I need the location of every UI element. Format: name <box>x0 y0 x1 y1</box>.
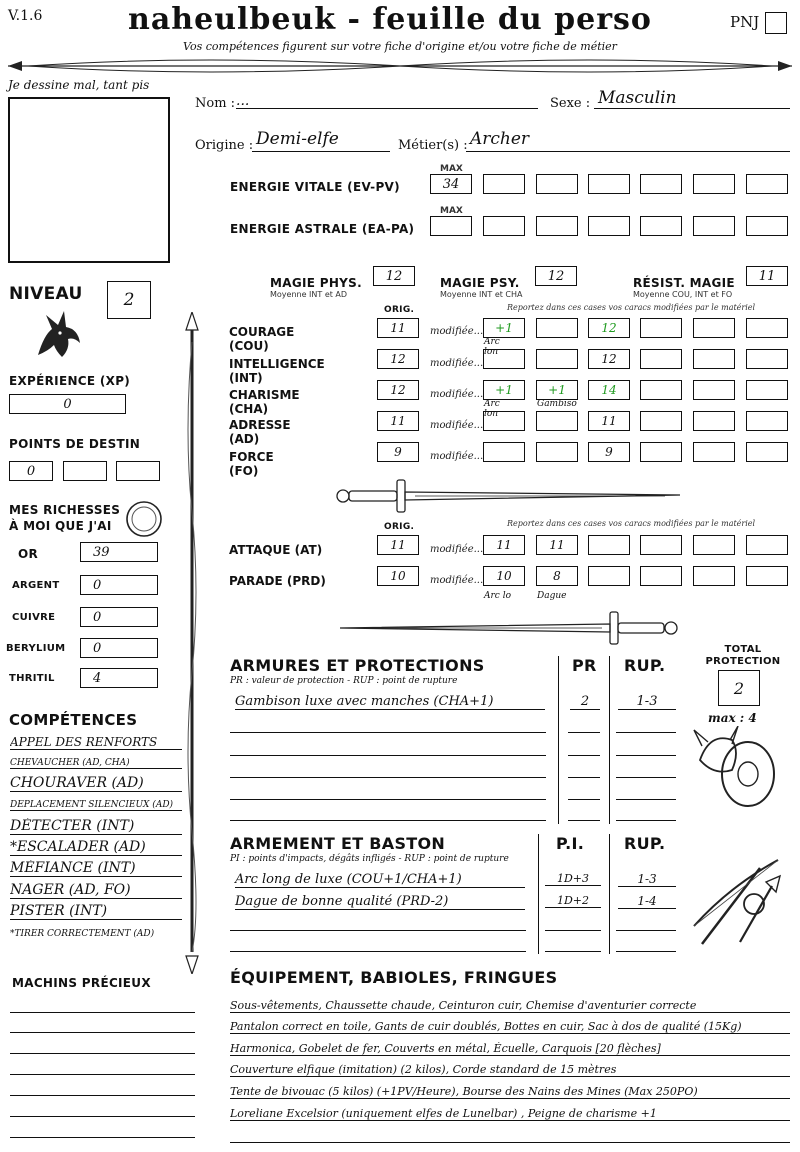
carac-modif-box[interactable] <box>483 380 525 400</box>
nom-label: Nom : <box>195 96 236 111</box>
coin-value: 0 <box>93 577 102 593</box>
carac-modif-source: Gambiso <box>537 399 577 409</box>
niveau-box[interactable] <box>107 281 151 319</box>
combat-modif-box[interactable] <box>746 535 788 555</box>
carac-modif-box[interactable] <box>483 349 525 369</box>
armures-title: ARMURES ET PROTECTIONS <box>230 656 485 675</box>
arme-line[interactable] <box>230 930 526 931</box>
carac-modif-label: modifiée... <box>430 358 484 369</box>
combat-modif-box[interactable] <box>536 566 578 586</box>
armure-line[interactable] <box>568 777 600 778</box>
carac-orig-value: 11 <box>390 321 406 335</box>
coin-value: 39 <box>93 544 110 560</box>
combat-orig-value: 10 <box>390 569 406 583</box>
carac-orig-value: 11 <box>390 414 406 428</box>
magie-phys-value: 12 <box>385 268 403 284</box>
carac-modif-value: +1 <box>495 383 513 397</box>
pr-header: PR <box>572 656 597 675</box>
machins-line[interactable] <box>10 1032 195 1033</box>
carac-modif-box[interactable] <box>588 411 630 431</box>
armure-line[interactable] <box>230 820 546 821</box>
combat-modif-value: 11 <box>549 538 565 552</box>
richesses-label-2: À MOI QUE J'AI <box>9 519 112 533</box>
armure-line[interactable] <box>616 732 676 733</box>
ev-box[interactable] <box>430 174 472 194</box>
arme-line[interactable] <box>545 930 601 931</box>
arme-line[interactable] <box>616 951 676 952</box>
ea-extra-box[interactable] <box>536 216 578 236</box>
armure-line[interactable] <box>230 799 546 800</box>
ea-extra-box[interactable] <box>640 216 682 236</box>
armure-rup[interactable]: 1-3 <box>618 694 676 710</box>
magie-psy-value: 12 <box>547 268 565 284</box>
competence-item[interactable]: DÉPLACEMENT SILENCIEUX (AD) <box>10 800 182 811</box>
sexe-field[interactable] <box>594 88 790 109</box>
carac-orig-box[interactable] <box>377 380 419 400</box>
competence-item[interactable]: *ESCALADER (AD) <box>10 839 182 856</box>
carac-orig-box[interactable] <box>377 411 419 431</box>
combat-orig-box[interactable] <box>377 535 419 555</box>
carac-modif-box[interactable] <box>483 411 525 431</box>
sword-illustration <box>340 608 680 648</box>
equipement-line[interactable]: Sous-vêtements, Chaussette chaude, Ceinturon cuir, Chemise d'aventurier correcte <box>230 999 790 1013</box>
helmet-shield-icon <box>692 726 782 812</box>
metier-value: Archer <box>470 129 530 149</box>
armure-line[interactable] <box>568 755 600 756</box>
max-protection-label: max : 4 <box>708 711 757 725</box>
equipement-line[interactable]: Tente de bivouac (5 kilos) (+1PV/Heure), Bourse des Nains des Mines (Max 250PO) <box>230 1085 790 1099</box>
coin-label: ARGENT <box>12 580 60 591</box>
competence-item[interactable]: CHEVAUCHER (AD, CHA) <box>10 758 182 769</box>
armure-line[interactable] <box>230 755 546 756</box>
coin-value: 0 <box>93 609 102 625</box>
carac-modif-source: Arc lon <box>484 399 500 419</box>
machins-line[interactable] <box>10 1095 195 1096</box>
carac-modif-box[interactable] <box>483 442 525 462</box>
combat-modif-value: 8 <box>553 569 561 583</box>
combat-orig-value: 11 <box>390 538 406 552</box>
rup-header: RUP. <box>624 834 666 853</box>
coin-box[interactable] <box>80 607 158 627</box>
carac-modif-box[interactable] <box>640 380 682 400</box>
combat-modif-label: modifiée... <box>430 544 484 555</box>
richesses-label: MES RICHESSES <box>9 503 121 517</box>
carac-modif-box[interactable] <box>746 349 788 369</box>
armures-subtitle: PR : valeur de protection - RUP : point de rupture <box>230 676 458 686</box>
combat-modif-box[interactable] <box>693 535 735 555</box>
carac-modif-box[interactable] <box>693 349 735 369</box>
carac-modif-box[interactable] <box>693 442 735 462</box>
column-divider <box>538 834 539 954</box>
origine-field[interactable] <box>252 129 390 152</box>
ev-extra-box[interactable] <box>746 174 788 194</box>
carac-modif-box[interactable] <box>640 318 682 338</box>
ea-max-label: MAX <box>440 206 463 216</box>
combat-modif-value: 10 <box>496 569 512 583</box>
competence-item[interactable]: PISTER (INT) <box>10 903 182 920</box>
combat-modif-source: Dague <box>537 591 567 601</box>
carac-modif-box[interactable] <box>483 318 525 338</box>
coin-label: THRITIL <box>9 673 55 684</box>
coin-value: 4 <box>93 670 102 686</box>
resist-magie-label: RÉSIST. MAGIE <box>633 276 735 290</box>
arme-line[interactable] <box>616 930 676 931</box>
combat-modif-box[interactable] <box>588 535 630 555</box>
magie-psy-label: MAGIE PSY. <box>440 276 520 290</box>
pi-header: P.I. <box>556 834 585 853</box>
carac-modif-value: 12 <box>601 321 617 335</box>
carac-orig-value: 12 <box>390 383 406 397</box>
combat-modif-box[interactable] <box>746 566 788 586</box>
combat-label: PARADE (PRD) <box>229 574 326 588</box>
magie-phys-box[interactable] <box>373 266 415 286</box>
equipement-line[interactable]: Harmonica, Gobelet de fer, Couverts en métal, Écuelle, Carquois [20 flèches] <box>230 1042 790 1056</box>
xp-value: 0 <box>63 396 72 412</box>
combat-orig-label: ORIG. <box>384 522 415 532</box>
armure-line[interactable] <box>616 777 676 778</box>
carac-label: FORCE (FO) <box>229 450 274 478</box>
armement-title: ARMEMENT ET BASTON <box>230 834 446 853</box>
coin-label: OR <box>18 547 39 561</box>
carac-modif-box[interactable] <box>588 349 630 369</box>
equipement-line[interactable]: Pantalon correct en toile, Gants de cuir doublés, Bottes en cuir, Sac à dos de qualité (15Kg) <box>230 1020 790 1034</box>
arme-rup[interactable]: 1-3 <box>618 872 676 887</box>
page-title: naheulbeuk - feuille du perso <box>128 2 652 37</box>
destin-box[interactable] <box>116 461 160 481</box>
carac-modif-box[interactable] <box>588 318 630 338</box>
carac-modif-box[interactable] <box>640 349 682 369</box>
destin-value: 0 <box>26 463 36 479</box>
carac-label: COURAGE (COU) <box>229 325 295 353</box>
ea-extra-box[interactable] <box>483 216 525 236</box>
nom-value: ... <box>236 93 250 109</box>
carac-modif-box[interactable] <box>536 318 578 338</box>
sexe-value: Masculin <box>598 88 677 108</box>
coin-value: 0 <box>93 640 102 656</box>
pnj-checkbox[interactable] <box>765 12 787 34</box>
carac-modif-value: 12 <box>601 352 617 366</box>
ea-extra-box[interactable] <box>588 216 630 236</box>
carac-modif-box[interactable] <box>536 380 578 400</box>
metier-label: Métier(s) : <box>398 138 468 153</box>
rup-header: RUP. <box>624 656 666 675</box>
competences-label: COMPÉTENCES <box>9 711 138 729</box>
arme-line[interactable] <box>545 951 601 952</box>
combat-modif-box[interactable] <box>588 566 630 586</box>
coin-label: CUIVRE <box>12 612 56 623</box>
carac-label: CHARISME (CHA) <box>229 388 300 416</box>
armement-subtitle: PI : points d'impacts, dégâts infligés - RUP : point de rupture <box>230 854 509 864</box>
resist-magie-note: Moyenne COU, INT et FO <box>633 290 733 299</box>
xp-box[interactable] <box>9 394 126 414</box>
armure-name[interactable]: Gambison luxe avec manches (CHA+1) <box>235 694 545 710</box>
ea-box[interactable] <box>430 216 472 236</box>
competence-item[interactable]: CHOURAVER (AD) <box>10 775 182 792</box>
portrait-caption: Je dessine mal, tant pis <box>8 78 150 92</box>
sword-illustration <box>335 476 685 516</box>
coin-icon <box>125 500 163 538</box>
coin-label: BERYLIUM <box>6 643 66 654</box>
arme-line[interactable] <box>230 951 526 952</box>
xp-label: EXPÉRIENCE (XP) <box>9 374 131 388</box>
armure-line[interactable] <box>568 799 600 800</box>
carac-modif-box[interactable] <box>536 442 578 462</box>
machins-line[interactable] <box>10 1053 195 1054</box>
combat-modif-box[interactable] <box>640 535 682 555</box>
carac-orig-value: 12 <box>390 352 406 366</box>
resist-magie-value: 11 <box>758 268 776 284</box>
combat-modif-source: Arc lo <box>484 591 511 601</box>
carac-modif-source: Arc lon <box>484 337 500 357</box>
machins-label: MACHINS PRÉCIEUX <box>12 976 151 990</box>
combat-modif-box[interactable] <box>536 535 578 555</box>
column-divider <box>609 834 610 954</box>
magie-psy-note: Moyenne INT et CHA <box>440 290 523 299</box>
weapons-icon <box>690 856 786 948</box>
combat-orig-box[interactable] <box>377 566 419 586</box>
destin-box[interactable] <box>9 461 53 481</box>
coin-box[interactable] <box>80 542 158 562</box>
carac-modif-box[interactable] <box>693 380 735 400</box>
combat-modif-box[interactable] <box>693 566 735 586</box>
combat-modif-box[interactable] <box>483 566 525 586</box>
magie-phys-note: Moyenne INT et AD <box>270 290 348 299</box>
portrait-frame[interactable] <box>8 97 170 263</box>
caracs-note: Reportez dans ces cases vos caracs modifiées par le matériel <box>507 303 756 312</box>
coin-box[interactable] <box>80 575 158 595</box>
carac-modif-box[interactable] <box>693 318 735 338</box>
armure-line[interactable] <box>230 732 546 733</box>
arme-pi[interactable]: 1D+3 <box>545 872 601 886</box>
version-label: V.1.6 <box>8 8 43 24</box>
armure-line[interactable] <box>230 777 546 778</box>
column-divider <box>609 656 610 824</box>
carac-label: ADRESSE (AD) <box>229 418 291 446</box>
machins-line[interactable] <box>10 1137 195 1138</box>
machins-line[interactable] <box>10 1116 195 1117</box>
carac-modif-box[interactable] <box>746 411 788 431</box>
combat-modif-label: modifiée... <box>430 575 484 586</box>
carac-modif-box[interactable] <box>746 380 788 400</box>
ea-label: ENERGIE ASTRALE (EA-PA) <box>230 222 415 236</box>
arme-name[interactable]: Dague de bonne qualité (PRD-2) <box>235 894 525 910</box>
combat-modif-box[interactable] <box>640 566 682 586</box>
competence-item[interactable]: *TIRER CORRECTEMENT (AD) <box>10 929 155 939</box>
armure-pr[interactable]: 2 <box>570 694 600 710</box>
total-protection-label: TOTAL PROTECTION <box>705 644 781 667</box>
armure-line[interactable] <box>568 732 600 733</box>
carac-modif-label: modifiée... <box>430 389 484 400</box>
carac-modif-label: modifiée... <box>430 451 484 462</box>
carac-modif-box[interactable] <box>746 318 788 338</box>
carac-modif-box[interactable] <box>588 442 630 462</box>
total-protection-box[interactable] <box>718 670 760 706</box>
carac-modif-value: 14 <box>601 383 617 397</box>
ea-extra-box[interactable] <box>746 216 788 236</box>
ev-extra-box[interactable] <box>483 174 525 194</box>
ev-max-label: MAX <box>440 164 463 174</box>
carac-modif-box[interactable] <box>693 411 735 431</box>
column-divider <box>558 656 559 824</box>
carac-modif-value: +1 <box>548 383 566 397</box>
carac-label: INTELLIGENCE (INT) <box>229 357 325 385</box>
nom-field[interactable] <box>236 90 538 109</box>
carac-orig-box[interactable] <box>377 349 419 369</box>
coin-box[interactable] <box>80 668 158 688</box>
total-protection-value: 2 <box>733 678 745 698</box>
origine-label: Origine : <box>195 138 254 153</box>
ea-extra-box[interactable] <box>693 216 735 236</box>
carac-modif-label: modifiée... <box>430 420 484 431</box>
carac-orig-box[interactable] <box>377 318 419 338</box>
arme-pi[interactable]: 1D+2 <box>545 894 601 908</box>
niveau-label: NIVEAU <box>9 284 83 304</box>
carac-modif-box[interactable] <box>640 442 682 462</box>
machins-line[interactable] <box>10 1012 195 1013</box>
equipement-line[interactable]: Loreliane Excelsior (uniquement elfes de Lunelbar) , Peigne de charisme +1 <box>230 1107 790 1121</box>
ev-extra-box[interactable] <box>693 174 735 194</box>
carac-modif-box[interactable] <box>536 349 578 369</box>
armure-line[interactable] <box>568 820 600 821</box>
carac-modif-value: 11 <box>601 414 617 428</box>
ev-extra-box[interactable] <box>640 174 682 194</box>
equipement-line[interactable]: Couverture elfique (imitation) (2 kilos), Corde standard de 15 mètres <box>230 1063 790 1077</box>
ev-extra-box[interactable] <box>588 174 630 194</box>
destin-box[interactable] <box>63 461 107 481</box>
equipement-empty-line[interactable] <box>230 1142 790 1143</box>
combat-modif-value: 11 <box>496 538 512 552</box>
competence-item[interactable]: DÉTECTER (INT) <box>10 818 182 835</box>
ev-label: ENERGIE VITALE (EV-PV) <box>230 180 400 194</box>
carac-modif-value: 9 <box>605 445 613 459</box>
niveau-value: 2 <box>123 290 135 310</box>
staff-illustration <box>180 312 204 974</box>
destin-label: POINTS DE DESTIN <box>9 437 141 451</box>
combat-label: ATTAQUE (AT) <box>229 543 323 557</box>
arme-name[interactable]: Arc long de luxe (COU+1/CHA+1) <box>235 872 525 888</box>
ev-value: 34 <box>442 176 460 192</box>
page-subtitle: Vos compétences figurent sur votre fiche d'origine et/ou votre fiche de métier <box>183 40 617 53</box>
machins-line[interactable] <box>10 1074 195 1075</box>
ev-extra-box[interactable] <box>536 174 578 194</box>
carac-modif-box[interactable] <box>588 380 630 400</box>
metier-field[interactable] <box>466 129 790 152</box>
arme-rup[interactable]: 1-4 <box>618 894 676 909</box>
equipement-title: ÉQUIPEMENT, BABIOLES, FRINGUES <box>230 968 558 987</box>
dragon-icon <box>30 305 84 361</box>
armure-line[interactable] <box>616 799 676 800</box>
carac-modif-box[interactable] <box>640 411 682 431</box>
coin-box[interactable] <box>80 638 158 658</box>
origine-value: Demi-elfe <box>256 129 339 149</box>
armure-line[interactable] <box>616 755 676 756</box>
sexe-label: Sexe : <box>550 96 591 111</box>
carac-modif-box[interactable] <box>746 442 788 462</box>
carac-orig-box[interactable] <box>377 442 419 462</box>
magie-phys-label: MAGIE PHYS. <box>270 276 362 290</box>
carac-orig-value: 9 <box>394 445 402 459</box>
magie-psy-box[interactable] <box>535 266 577 286</box>
armure-line[interactable] <box>616 820 676 821</box>
competence-item[interactable]: MÉFIANCE (INT) <box>10 860 182 877</box>
competence-item[interactable]: APPEL DES RENFORTS <box>10 735 182 750</box>
carac-modif-label: modifiée... <box>430 326 484 337</box>
carac-modif-value: +1 <box>495 321 513 335</box>
combat-note: Reportez dans ces cases vos caracs modifiées par le matériel <box>507 519 756 528</box>
pnj-label: PNJ <box>730 13 760 31</box>
carac-modif-box[interactable] <box>536 411 578 431</box>
competence-item[interactable]: NAGER (AD, FO) <box>10 882 182 899</box>
caracs-orig-label: ORIG. <box>384 305 415 315</box>
combat-modif-box[interactable] <box>483 535 525 555</box>
resist-magie-box[interactable] <box>746 266 788 286</box>
